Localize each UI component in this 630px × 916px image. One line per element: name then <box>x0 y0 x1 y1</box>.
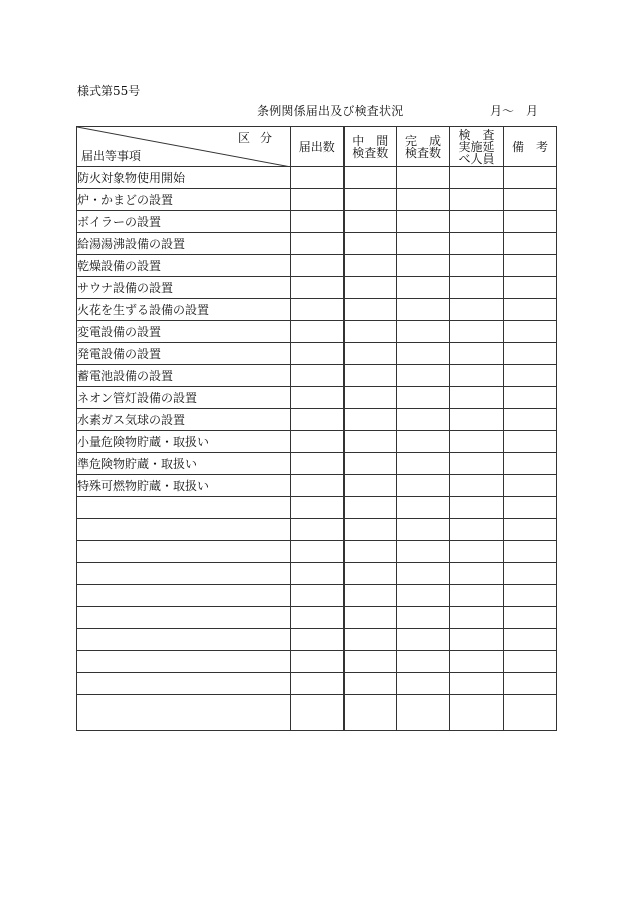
row-item-label: 防火対象物使用開始 <box>77 167 291 189</box>
cell-inspector-count[interactable] <box>450 255 504 277</box>
cell-interim-inspections[interactable] <box>344 607 397 629</box>
table-row <box>77 409 557 431</box>
cell-interim-inspections[interactable] <box>344 651 397 673</box>
cell-remarks[interactable] <box>504 673 557 695</box>
cell-notification-count[interactable] <box>291 629 344 651</box>
header-final-inspections <box>397 127 450 167</box>
row-item-label: 小量危険物貯蔵・取扱い <box>77 431 291 453</box>
table-row <box>77 563 557 585</box>
header-corner-cell <box>77 127 291 167</box>
cell-final-inspections[interactable] <box>397 629 450 651</box>
cell-inspector-count[interactable] <box>450 585 504 607</box>
cell-remarks[interactable] <box>504 453 557 475</box>
header-insp-line1: 検 査 <box>458 127 495 142</box>
cell-final-inspections[interactable] <box>397 431 450 453</box>
cell-notification-count[interactable] <box>291 321 344 343</box>
header-interim-inspections <box>344 127 397 167</box>
cell-inspector-count[interactable] <box>450 541 504 563</box>
table-row <box>77 431 557 453</box>
cell-inspector-count[interactable] <box>450 673 504 695</box>
cell-remarks[interactable] <box>504 233 557 255</box>
cell-final-inspections[interactable] <box>397 321 450 343</box>
cell-inspector-count[interactable] <box>450 651 504 673</box>
table-row <box>77 343 557 365</box>
cell-inspector-count[interactable] <box>450 277 504 299</box>
table-row <box>77 321 557 343</box>
cell-inspector-count[interactable] <box>450 475 504 497</box>
cell-interim-inspections[interactable] <box>344 453 397 475</box>
table-row <box>77 299 557 321</box>
cell-remarks[interactable] <box>504 189 557 211</box>
cell-interim-inspections[interactable] <box>344 629 397 651</box>
table-row <box>77 541 557 563</box>
row-item-label: 特殊可燃物貯蔵・取扱い <box>77 475 291 497</box>
cell-remarks[interactable] <box>504 211 557 233</box>
cell-inspector-count[interactable] <box>450 387 504 409</box>
inspection-status-table <box>76 126 557 731</box>
cell-inspector-count[interactable] <box>450 189 504 211</box>
period-range <box>490 102 538 119</box>
table-row <box>77 629 557 651</box>
cell-remarks[interactable] <box>504 695 557 731</box>
header-inspector-count <box>450 127 504 167</box>
cell-inspector-count[interactable] <box>450 695 504 731</box>
cell-inspector-count[interactable] <box>450 519 504 541</box>
row-item-label: 火花を生ずる設備の設置 <box>77 299 291 321</box>
cell-remarks[interactable] <box>504 497 557 519</box>
header-notification-items: 届出等事項 <box>81 149 142 163</box>
table-row <box>77 453 557 475</box>
header-final-line1: 完 成 <box>404 133 441 148</box>
table-row <box>77 585 557 607</box>
table-row <box>77 189 557 211</box>
row-item-label <box>77 519 291 541</box>
cell-remarks[interactable] <box>504 519 557 541</box>
cell-final-inspections[interactable] <box>397 541 450 563</box>
cell-interim-inspections[interactable] <box>344 233 397 255</box>
cell-final-inspections[interactable] <box>397 365 450 387</box>
row-item-label: 発電設備の設置 <box>77 343 291 365</box>
cell-final-inspections[interactable] <box>397 167 450 189</box>
cell-interim-inspections[interactable] <box>344 695 397 731</box>
row-item-label: ボイラーの設置 <box>77 211 291 233</box>
row-item-label: 蓄電池設備の設置 <box>77 365 291 387</box>
cell-inspector-count[interactable] <box>450 343 504 365</box>
table-row <box>77 167 557 189</box>
row-item-label <box>77 541 291 563</box>
row-item-label <box>77 695 291 731</box>
cell-notification-count[interactable] <box>291 387 344 409</box>
row-item-label: ネオン管灯設備の設置 <box>77 387 291 409</box>
header-remarks: 備 考 <box>504 127 557 167</box>
cell-remarks[interactable] <box>504 255 557 277</box>
cell-notification-count[interactable] <box>291 651 344 673</box>
row-item-label <box>77 629 291 651</box>
cell-final-inspections[interactable] <box>397 563 450 585</box>
cell-interim-inspections[interactable] <box>344 585 397 607</box>
cell-inspector-count[interactable] <box>450 211 504 233</box>
table-row <box>77 497 557 519</box>
table-row <box>77 607 557 629</box>
row-item-label <box>77 673 291 695</box>
cell-final-inspections[interactable] <box>397 233 450 255</box>
cell-final-inspections[interactable] <box>397 409 450 431</box>
table-row <box>77 365 557 387</box>
cell-inspector-count[interactable] <box>450 167 504 189</box>
cell-notification-count[interactable] <box>291 453 344 475</box>
row-item-label: 準危険物貯蔵・取扱い <box>77 453 291 475</box>
cell-notification-count[interactable] <box>291 607 344 629</box>
cell-final-inspections[interactable] <box>397 673 450 695</box>
cell-notification-count[interactable] <box>291 585 344 607</box>
cell-final-inspections[interactable] <box>397 519 450 541</box>
cell-remarks[interactable] <box>504 607 557 629</box>
cell-notification-count[interactable] <box>291 233 344 255</box>
row-item-label <box>77 651 291 673</box>
row-item-label: 水素ガス気球の設置 <box>77 409 291 431</box>
row-item-label: 乾燥設備の設置 <box>77 255 291 277</box>
table-row <box>77 387 557 409</box>
cell-interim-inspections[interactable] <box>344 431 397 453</box>
cell-interim-inspections[interactable] <box>344 475 397 497</box>
cell-interim-inspections[interactable] <box>344 519 397 541</box>
cell-inspector-count[interactable] <box>450 563 504 585</box>
cell-interim-inspections[interactable] <box>344 277 397 299</box>
header-insp-line3: べ人員 <box>458 151 495 166</box>
cell-remarks[interactable] <box>504 629 557 651</box>
cell-final-inspections[interactable] <box>397 497 450 519</box>
cell-final-inspections[interactable] <box>397 651 450 673</box>
cell-notification-count[interactable] <box>291 365 344 387</box>
cell-interim-inspections[interactable] <box>344 541 397 563</box>
form-number: 様式第55号 <box>77 84 141 98</box>
cell-remarks[interactable] <box>504 277 557 299</box>
row-item-label: 変電設備の設置 <box>77 321 291 343</box>
cell-final-inspections[interactable] <box>397 277 450 299</box>
cell-interim-inspections[interactable] <box>344 673 397 695</box>
cell-remarks[interactable] <box>504 343 557 365</box>
row-item-label <box>77 585 291 607</box>
cell-final-inspections[interactable] <box>397 255 450 277</box>
table-row <box>77 695 557 731</box>
cell-final-inspections[interactable] <box>397 607 450 629</box>
cell-notification-count[interactable] <box>291 497 344 519</box>
cell-remarks[interactable] <box>504 387 557 409</box>
table-row <box>77 233 557 255</box>
cell-notification-count[interactable] <box>291 211 344 233</box>
table-row <box>77 651 557 673</box>
cell-notification-count[interactable] <box>291 673 344 695</box>
cell-remarks[interactable] <box>504 299 557 321</box>
table-row <box>77 673 557 695</box>
cell-notification-count[interactable] <box>291 277 344 299</box>
cell-notification-count[interactable] <box>291 475 344 497</box>
cell-remarks[interactable] <box>504 167 557 189</box>
cell-inspector-count[interactable] <box>450 299 504 321</box>
cell-interim-inspections[interactable] <box>344 167 397 189</box>
row-item-label <box>77 563 291 585</box>
table-row <box>77 475 557 497</box>
cell-final-inspections[interactable] <box>397 585 450 607</box>
document-title: 条例関係届出及び検査状況 <box>257 104 404 118</box>
header-interim-line1: 中 間 <box>352 133 389 148</box>
cell-notification-count[interactable] <box>291 167 344 189</box>
header-row <box>77 127 557 167</box>
cell-interim-inspections[interactable] <box>344 321 397 343</box>
period-month-to: 月 <box>526 104 539 118</box>
cell-final-inspections[interactable] <box>397 211 450 233</box>
cell-interim-inspections[interactable] <box>344 387 397 409</box>
cell-notification-count[interactable] <box>291 563 344 585</box>
cell-remarks[interactable] <box>504 431 557 453</box>
cell-inspector-count[interactable] <box>450 321 504 343</box>
header-notification-count: 届出数 <box>291 127 344 167</box>
table-row <box>77 255 557 277</box>
cell-remarks[interactable] <box>504 563 557 585</box>
cell-interim-inspections[interactable] <box>344 409 397 431</box>
row-item-label <box>77 497 291 519</box>
cell-interim-inspections[interactable] <box>344 365 397 387</box>
cell-interim-inspections[interactable] <box>344 211 397 233</box>
cell-interim-inspections[interactable] <box>344 497 397 519</box>
cell-interim-inspections[interactable] <box>344 189 397 211</box>
cell-remarks[interactable] <box>504 541 557 563</box>
cell-inspector-count[interactable] <box>450 497 504 519</box>
table-row <box>77 211 557 233</box>
cell-final-inspections[interactable] <box>397 343 450 365</box>
cell-notification-count[interactable] <box>291 255 344 277</box>
cell-remarks[interactable] <box>504 365 557 387</box>
cell-notification-count[interactable] <box>291 299 344 321</box>
cell-notification-count[interactable] <box>291 343 344 365</box>
header-insp-line2: 実施延 <box>458 139 495 154</box>
row-item-label <box>77 607 291 629</box>
cell-final-inspections[interactable] <box>397 387 450 409</box>
cell-notification-count[interactable] <box>291 409 344 431</box>
table-row <box>77 519 557 541</box>
row-item-label: 炉・かまどの設置 <box>77 189 291 211</box>
cell-interim-inspections[interactable] <box>344 299 397 321</box>
cell-final-inspections[interactable] <box>397 475 450 497</box>
row-item-label: 給湯湯沸設備の設置 <box>77 233 291 255</box>
cell-notification-count[interactable] <box>291 189 344 211</box>
cell-final-inspections[interactable] <box>397 695 450 731</box>
cell-remarks[interactable] <box>504 585 557 607</box>
cell-remarks[interactable] <box>504 321 557 343</box>
period-month-from: 月〜 <box>490 104 515 118</box>
table-row <box>77 277 557 299</box>
cell-inspector-count[interactable] <box>450 607 504 629</box>
header-interim-line2: 検査数 <box>352 145 389 160</box>
cell-remarks[interactable] <box>504 651 557 673</box>
cell-final-inspections[interactable] <box>397 299 450 321</box>
cell-remarks[interactable] <box>504 409 557 431</box>
header-final-line2: 検査数 <box>404 145 441 160</box>
cell-interim-inspections[interactable] <box>344 343 397 365</box>
cell-interim-inspections[interactable] <box>344 563 397 585</box>
cell-inspector-count[interactable] <box>450 431 504 453</box>
cell-interim-inspections[interactable] <box>344 255 397 277</box>
cell-remarks[interactable] <box>504 475 557 497</box>
cell-inspector-count[interactable] <box>450 629 504 651</box>
cell-notification-count[interactable] <box>291 541 344 563</box>
header-kubun: 区分 <box>237 131 282 145</box>
cell-inspector-count[interactable] <box>450 453 504 475</box>
cell-final-inspections[interactable] <box>397 189 450 211</box>
cell-notification-count[interactable] <box>291 431 344 453</box>
cell-final-inspections[interactable] <box>397 453 450 475</box>
cell-notification-count[interactable] <box>291 519 344 541</box>
cell-notification-count[interactable] <box>291 695 344 731</box>
cell-inspector-count[interactable] <box>450 409 504 431</box>
cell-inspector-count[interactable] <box>450 365 504 387</box>
row-item-label: サウナ設備の設置 <box>77 277 291 299</box>
cell-inspector-count[interactable] <box>450 233 504 255</box>
